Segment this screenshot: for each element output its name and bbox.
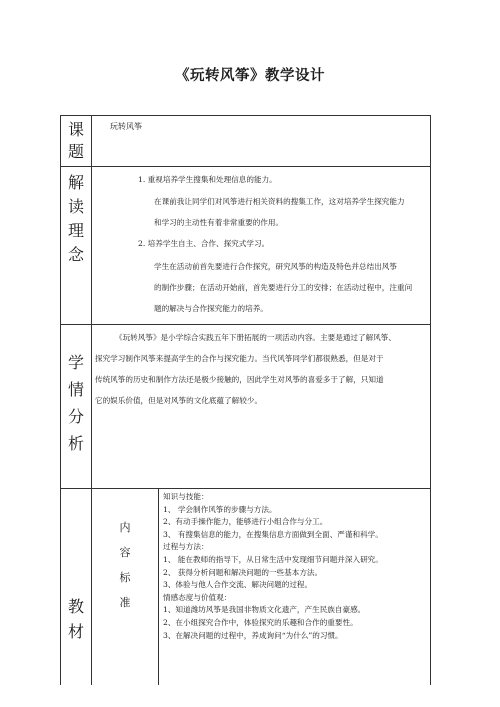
sub-label-cell-content-standard [92,489,159,685]
list-item: 1、 能在教师的指导下，从日常生活中发现细节问题并深入研究。 [163,554,383,564]
philosophy-line: 2. 培养学生自主、合作、探究式学习。 [138,239,270,248]
label-student-analysis [61,355,91,463]
label-char: 读 [67,197,84,216]
list-item: 2、有动手操作能力，能够进行小组合作与分工。 [163,517,328,527]
sub-label-char: 标 [119,571,131,584]
analysis-line: 探究学习制作风筝来提高学生的合作与探究能力。当代风筝同学们都很熟悉，但是对于 [95,354,384,363]
list-item: 3、 有搜集信息的能力，在搜集信息方面做到全面、严谨和科学。 [163,529,383,539]
label-char: 念 [67,245,84,264]
page-title: 《玩转风筝》教学设计 [175,67,325,84]
list-item: 情感态度与价值观： [163,592,232,602]
row-teaching-material [61,489,430,685]
lesson-plan-table [60,115,431,685]
philosophy-line: 在课前我让同学们对风筝进行相关资料的搜集工作，这对培养学生探究能力 [154,197,405,206]
list-item: 1、 学会制作风筝的步骤与方法。 [163,504,277,514]
content-cell-content-standard [159,489,430,685]
sub-label-char: 准 [119,596,131,609]
label-char: 分 [67,407,84,426]
label-char: 题 [67,142,84,161]
analysis-line: 《玩转风筝》是小学综合实践五年下册拓展的一项活动内容。主要是通过了解风筝、 [115,333,396,342]
label-char: 材 [67,622,84,641]
sub-label-content-standard [92,519,158,619]
list-item: 2、 获得分析问题和解决问题的一些基本方法。 [163,567,323,577]
topic-text: 玩转风筝 [110,122,142,131]
content-cell-philosophy [92,167,430,324]
row-student-analysis [61,325,430,489]
philosophy-line: 题的解决与合作探究能力的培养。 [154,304,268,313]
label-cell-topic [61,116,92,166]
label-char: 解 [67,173,84,192]
label-philosophy [61,175,91,271]
list-item: 1、知道潍坊风筝是我国非物质文化遗产，产生民族自豪感。 [163,605,366,615]
row-philosophy [61,167,430,325]
philosophy-line: 学生在活动前首先要进行合作探究，研究风筝的构造及特色并总结出风筝 [154,262,397,271]
philosophy-line: 1. 重视培养学生搜集和处理信息的能力。 [138,175,277,184]
label-topic [61,122,91,166]
content-cell-student-analysis [92,325,430,488]
label-char: 课 [67,120,84,139]
list-item: 3、在解决问题的过程中，养成询问“为什么”的习惯。 [163,630,343,640]
row-topic [61,116,430,167]
sub-label-char: 容 [119,546,131,559]
list-item: 过程与方法： [163,542,209,552]
objectives-list [163,491,383,642]
label-cell-student-analysis [61,325,92,488]
label-char: 学 [67,353,84,372]
content-cell-topic [92,116,430,166]
label-char: 教 [67,597,84,616]
label-char: 情 [67,380,84,399]
sub-label-char: 内 [119,521,131,534]
label-cell-teaching-material [61,489,92,685]
label-char: 理 [67,221,84,240]
label-cell-philosophy [61,167,92,324]
list-item: 2、在小组探究合作中，体验探究的乐趣和合作的重要性。 [163,617,358,627]
philosophy-line: 和学习的主动性有着非常重要的作用。 [154,218,284,227]
label-char: 析 [67,434,84,453]
list-item: 3、体验与他人合作交流、解决问题的过程。 [163,580,313,590]
analysis-line: 传统风筝的历史和制作方法还是极少接触的，因此学生对风筝的喜爱多于了解，只知道 [95,375,384,384]
label-teaching-material [61,599,91,649]
analysis-line: 它的娱乐价值，但是对风筝的文化底蕴了解较少。 [95,396,263,405]
philosophy-line: 的制作步骤；在活动开始前，首先要进行分工的安排；在活动过程中，注重问 [154,283,413,292]
list-item: 知识与技能： [163,492,209,501]
